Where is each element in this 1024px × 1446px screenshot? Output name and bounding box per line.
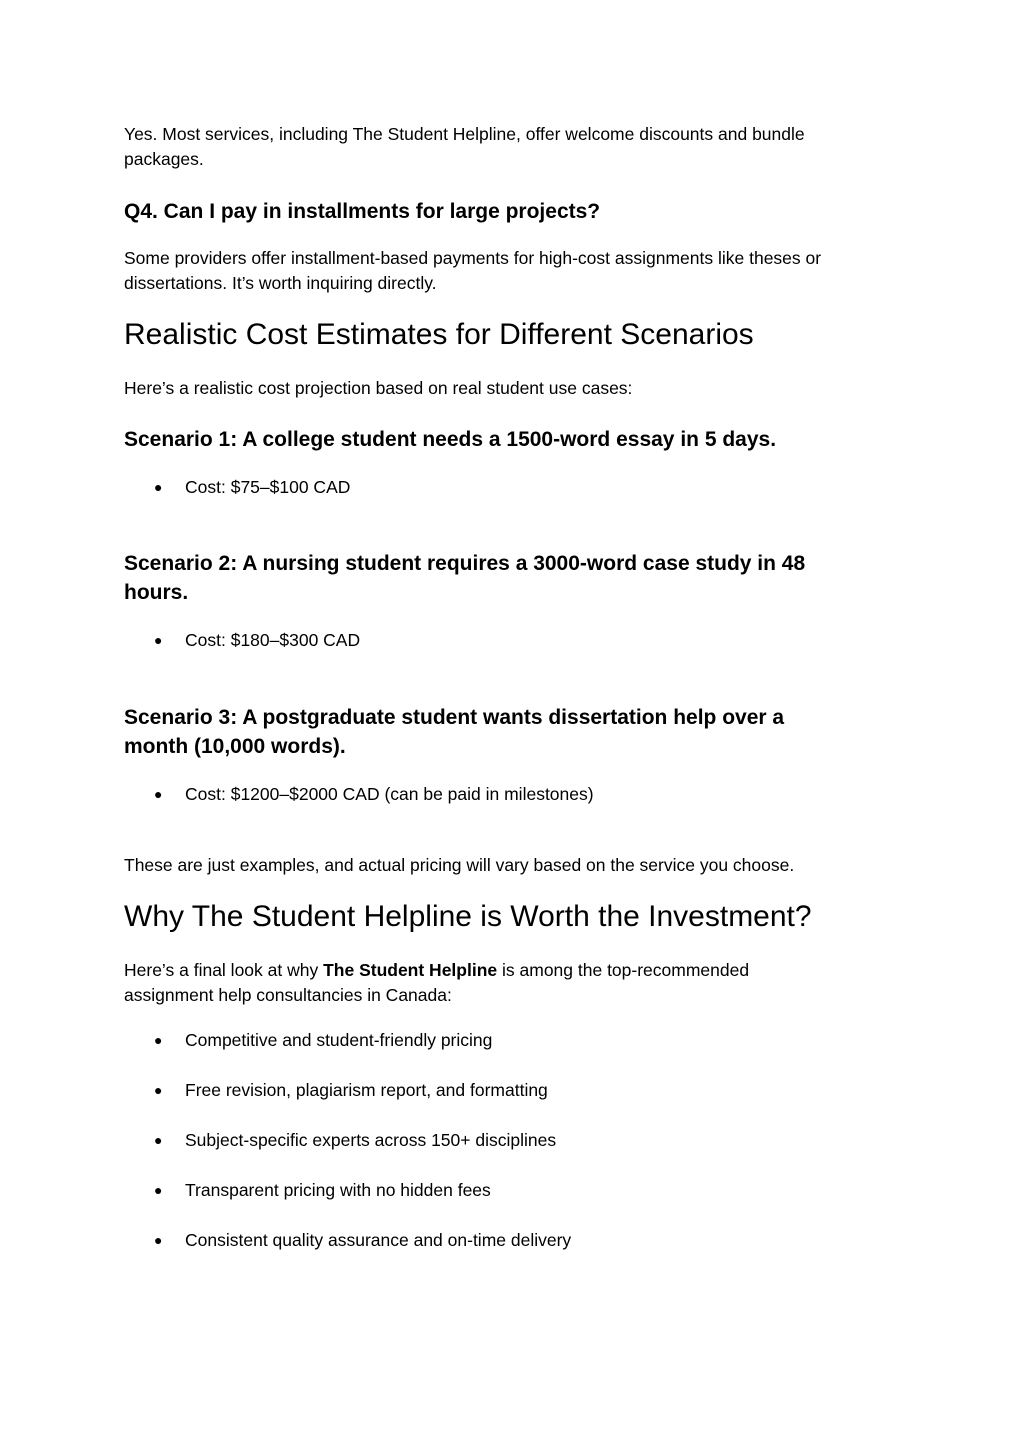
estimates-note: These are just examples, and actual pricing will vary based on the service you choose. [124, 855, 795, 875]
scenario-1-cost: Cost: $75–$100 CAD [185, 477, 351, 497]
why-heading: Why The Student Helpline is Worth the Investment? [124, 900, 812, 933]
scenario-2-heading-line-2: hours. [124, 581, 189, 604]
scenario-2-heading-line-1: Scenario 2: A nursing student requires a 3000-word case study in 48 [124, 552, 806, 575]
why-list-item-text: Transparent pricing with no hidden fees [185, 1180, 491, 1200]
scenario-2-cost: Cost: $180–$300 CAD [185, 630, 361, 650]
why-intro-text-end: is among the top-recommended [497, 960, 750, 980]
why-list-item [124, 1228, 571, 1253]
why-list-item [124, 1128, 556, 1153]
why-list-item-text: Free revision, plagiarism report, and formatting [185, 1080, 548, 1100]
why-list-item-text: Consistent quality assurance and on-time delivery [185, 1230, 572, 1250]
bullet-icon: ● [154, 632, 163, 648]
scenario-2-cost-item [124, 628, 360, 653]
why-list-item-text: Subject-specific experts across 150+ disciplines [185, 1130, 557, 1150]
scenario-3-heading-line-1: Scenario 3: A postgraduate student wants dissertation help over a [124, 706, 785, 729]
bullet-icon: ● [154, 1082, 163, 1098]
why-intro-line-2: assignment help consultancies in Canada: [124, 985, 452, 1005]
why-list-item [124, 1028, 492, 1053]
scenario-3-cost-item [124, 782, 594, 807]
why-intro-line-1 [124, 958, 749, 983]
estimates-intro: Here’s a realistic cost projection based on real student use cases: [124, 378, 633, 398]
why-list-item [124, 1078, 548, 1103]
q4-answer-line-2: dissertations. It’s worth inquiring directly. [124, 273, 437, 293]
scenario-1-cost-item [124, 475, 350, 500]
intro-paragraph-line-2: packages. [124, 149, 204, 169]
bullet-icon: ● [154, 786, 163, 802]
why-intro-text: Here’s a final look at why [124, 960, 324, 980]
scenario-3-cost: Cost: $1200–$2000 CAD (can be paid in milestones) [185, 784, 594, 804]
q4-heading: Q4. Can I pay in installments for large projects? [124, 200, 601, 223]
bullet-icon: ● [154, 1232, 163, 1248]
bullet-icon: ● [154, 479, 163, 495]
estimates-heading: Realistic Cost Estimates for Different Scenarios [124, 318, 754, 351]
q4-answer-line-1: Some providers offer installment-based payments for high-cost assignments like theses or [124, 248, 822, 268]
bullet-icon: ● [154, 1132, 163, 1148]
bullet-icon: ● [154, 1032, 163, 1048]
bullet-icon: ● [154, 1182, 163, 1198]
scenario-1-heading: Scenario 1: A college student needs a 1500-word essay in 5 days. [124, 428, 777, 451]
why-intro-brand: The Student Helpline [323, 960, 498, 980]
intro-paragraph-line-1: Yes. Most services, including The Student Helpline, offer welcome discounts and bundle [124, 124, 805, 144]
why-list-item-text: Competitive and student-friendly pricing [185, 1030, 493, 1050]
scenario-3-heading-line-2: month (10,000 words). [124, 735, 346, 758]
why-list-item [124, 1178, 491, 1203]
